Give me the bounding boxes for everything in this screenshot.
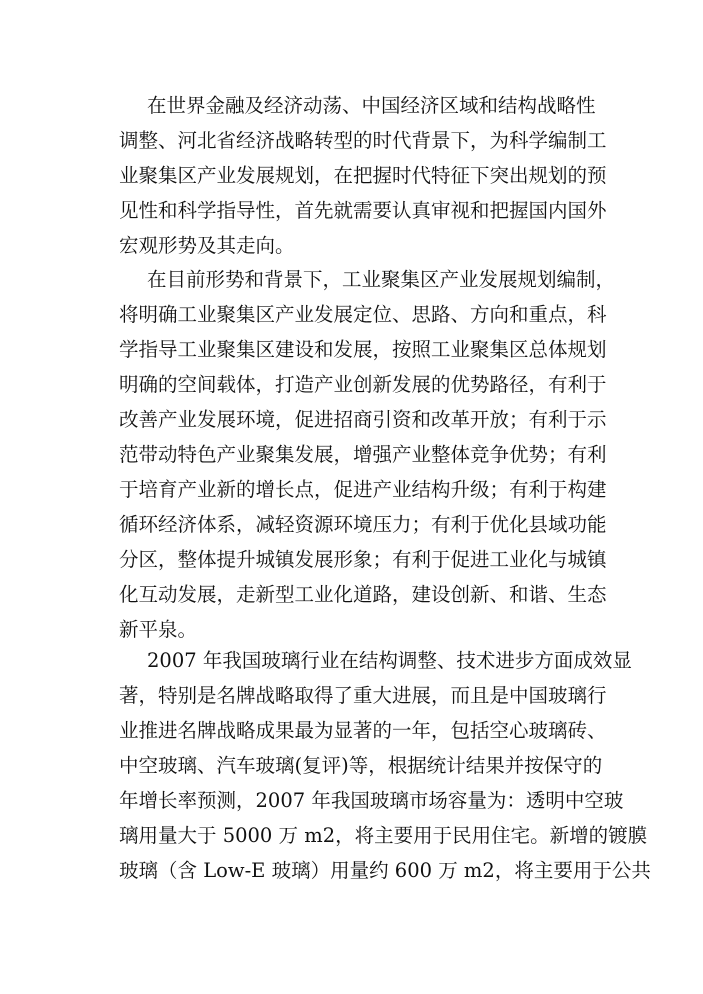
paragraph-line: 分区，整体提升城镇发展形象；有利于促进工业化与城镇 [119, 548, 607, 571]
paragraph-line: 新平泉。 [119, 618, 198, 641]
paragraph-line: 玻璃（含 Low-E 玻璃）用量约 600 万 m2，将主要用于公共 [119, 859, 651, 882]
paragraph-3 [119, 643, 651, 888]
paragraph-line: 循环经济体系，减轻资源环境压力；有利于优化县域功能 [119, 513, 607, 536]
paragraph-line: 化互动发展，走新型工业化道路，建设创新、和谐、生态 [119, 583, 607, 606]
paragraph-2 [119, 262, 616, 647]
paragraph-line: 业推进名牌战略成果最为显著的一年，包括空心玻璃砖、 [119, 719, 607, 742]
paragraph-1 [119, 88, 607, 263]
paragraph-line: 在目前形势和背景下，工业聚集区产业发展规划编制， [147, 268, 616, 291]
paragraph-line: 调整、河北省经济战略转型的时代背景下，为科学编制工 [119, 129, 607, 152]
paragraph-line: 范带动特色产业聚集发展，增强产业整体竞争优势；有利 [119, 443, 607, 466]
paragraph-line: 2007 年我国玻璃行业在结构调整、技术进步方面成效显 [147, 649, 632, 672]
paragraph-line: 学指导工业聚集区建设和发展，按照工业聚集区总体规划 [119, 338, 607, 361]
paragraph-line: 中空玻璃、汽车玻璃(复评)等，根据统计结果并按保守的 [119, 754, 603, 777]
paragraph-line: 见性和科学指导性，首先就需要认真审视和把握国内国外 [119, 199, 607, 222]
paragraph-line: 改善产业发展环境，促进招商引资和改革开放；有利于示 [119, 408, 607, 431]
paragraph-line: 璃用量大于 5000 万 m2，将主要用于民用住宅。新增的镀膜 [119, 824, 648, 847]
paragraph-line: 于培育产业新的增长点，促进产业结构升级；有利于构建 [119, 478, 607, 501]
paragraph-line: 宏观形势及其走向。 [119, 234, 295, 257]
paragraph-line: 在世界金融及经济动荡、中国经济区域和结构战略性 [147, 94, 596, 117]
paragraph-line: 将明确工业聚集区产业发展定位、思路、方向和重点，科 [119, 303, 607, 326]
paragraph-line: 明确的空间载体，打造产业创新发展的优势路径，有利于 [119, 373, 607, 396]
paragraph-line: 著，特别是名牌战略取得了重大进展，而且是中国玻璃行 [119, 684, 607, 707]
paragraph-line: 业聚集区产业发展规划，在把握时代特征下突出规划的预 [119, 164, 607, 187]
paragraph-line: 年增长率预测，2007 年我国玻璃市场容量为：透明中空玻 [119, 789, 624, 812]
